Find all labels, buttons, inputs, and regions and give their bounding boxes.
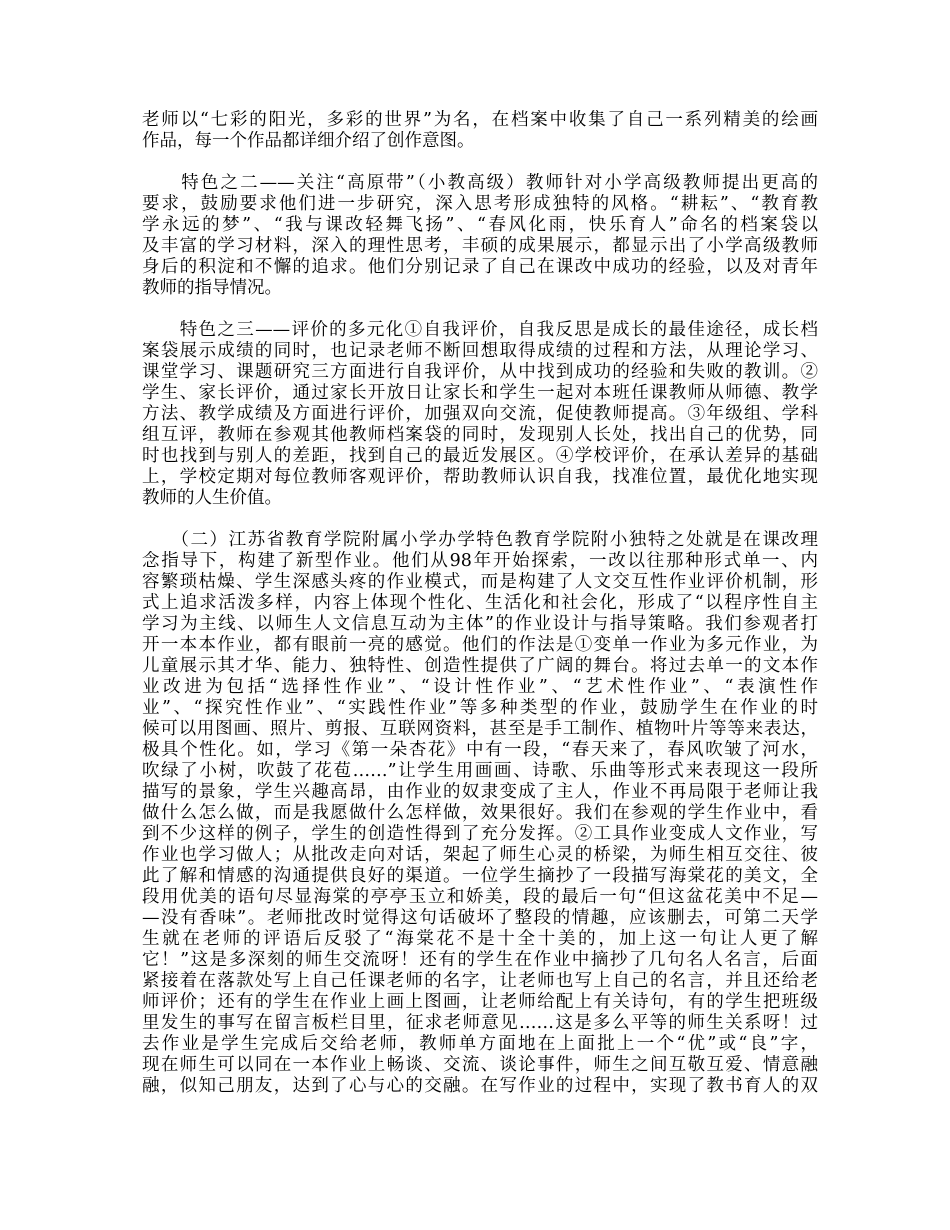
- text-line: 念指导下，构建了新型作业。他们从98年开始探索，一改以往那种形式单一、内: [142, 551, 818, 571]
- text-line: 要求，鼓励要求他们进一步研究，深入思考形成独特的风格。“耕耘”、“教育教: [142, 194, 818, 214]
- text-line: 时也找到与别人的差距，找到自己的最近发展区。④学校评价，在承认差异的基础: [142, 446, 818, 466]
- text-line: 吹绿了小树，吹鼓了花苞……”让学生用画画、诗歌、乐曲等形式来表现这一段所: [142, 761, 818, 781]
- text-line: 此了解和情感的沟通提供良好的渠道。一位学生摘抄了一段描写海棠花的美文，全: [142, 866, 818, 886]
- paragraph: [142, 530, 818, 1097]
- text-line: 身后的积淀和不懈的追求。他们分别记录了自己在课改中成功的经验，以及对青年: [142, 257, 818, 277]
- text-line: 特色之二——关注“高原带”（小教高级）教师针对小学高级教师提出更高的: [142, 173, 818, 193]
- text-line: 容繁琐枯燥、学生深感头疼的作业模式，而是构建了人文交互性作业评价机制，形: [142, 572, 818, 592]
- text-line: 业改进为包括“选择性作业”、“设计性作业”、“艺术性作业”、“表演性作: [142, 677, 818, 697]
- text-line: 现在师生可以同在一本作业上畅谈、交流、谈论事件，师生之间互敬互爱、情意融: [142, 1055, 818, 1075]
- text-line: 做什么怎么做，而是我愿做什么怎样做，效果很好。我们在参观的学生作业中，看: [142, 803, 818, 823]
- text-line: 里发生的事写在留言板栏目里，征求老师意见……这是多么平等的师生关系呀！过: [142, 1013, 818, 1033]
- text-line: 组互评，教师在参观其他教师档案袋的同时，发现别人长处，找出自己的优势，同: [142, 425, 818, 445]
- text-line: 作品，每一个作品都详细介绍了创作意图。: [142, 131, 475, 151]
- text-line: 极具个性化。如，学习《第一朵杏花》中有一段，“春天来了，春风吹皱了河水，: [142, 740, 818, 760]
- text-line: 老师以“七彩的阳光，多彩的世界”为名，在档案中收集了自己一系列精美的绘画: [142, 110, 818, 130]
- text-line: 课堂学习、课题研究三方面进行自我评价，从中找到成功的经验和失败的教训。②: [142, 362, 818, 382]
- paragraph-gap: [142, 299, 818, 320]
- text-line: 开一本本作业，都有眼前一亮的感觉。他们的作法是①变单一作业为多元作业，为: [142, 635, 818, 655]
- text-line: 学习为主线、以师生人文信息互动为主体”的作业设计与指导策略。我们参观者打: [142, 614, 818, 634]
- text-line: 学永远的梦”、“我与课改轻舞飞扬”、“春风化雨，快乐育人”命名的档案袋以: [142, 215, 818, 235]
- text-line: 特色之三——评价的多元化①自我评价，自我反思是成长的最佳途径，成长档: [142, 320, 818, 340]
- text-line: 候可以用图画、照片、剪报、互联网资料，甚至是手工制作、植物叶片等等来表达，: [142, 719, 818, 739]
- text-line: 教师的指导情况。: [142, 278, 282, 298]
- text-line: 它！”这是多深刻的师生交流呀！还有的学生在作业中摘抄了几句名人名言，后面: [142, 950, 818, 970]
- text-line: 儿童展示其才华、能力、独特性、创造性提供了广阔的舞台。将过去单一的文本作: [142, 656, 818, 676]
- text-line: 融，似知己朋友，达到了心与心的交融。在写作业的过程中，实现了教书育人的双: [142, 1076, 818, 1096]
- text-line: 方法、教学成绩及方面进行评价，加强双向交流，促使教师提高。③年级组、学科: [142, 404, 818, 424]
- paragraph: [142, 173, 818, 299]
- text-line: 紧接着在落款处写上自己任课老师的名字，让老师也写上自己的名言，并且还给老: [142, 971, 818, 991]
- paragraph: [142, 110, 818, 152]
- text-line: 去作业是学生完成后交给老师，教师单方面地在上面批上一个“优”或“良”字，: [142, 1034, 818, 1054]
- text-line: （二）江苏省教育学院附属小学办学特色教育学院附小独特之处就是在课改理: [142, 530, 818, 550]
- text-line: 案袋展示成绩的同时，也记录老师不断回想取得成绩的过程和方法，从理论学习、: [142, 341, 818, 361]
- text-line: —没有香味”。老师批改时觉得这句话破坏了整段的情趣，应该删去，可第二天学: [142, 908, 818, 928]
- text-line: 生就在老师的评语后反驳了“海棠花不是十全十美的，加上这一句让人更了解: [142, 929, 818, 949]
- paragraph-gap: [142, 152, 818, 173]
- text-line: 教师的人生价值。: [142, 488, 282, 508]
- text-line: 描写的景象，学生兴趣高昂，由作业的奴隶变成了主人，作业不再局限于老师让我: [142, 782, 818, 802]
- text-line: 段用优美的语句尽显海棠的亭亭玉立和娇美，段的最后一句“但这盆花美中不足—: [142, 887, 818, 907]
- paragraph-gap: [142, 509, 818, 530]
- text-line: 师评价；还有的学生在作业上画上图画，让老师给配上有关诗句，有的学生把班级: [142, 992, 818, 1012]
- text-line: 业”、“探究性作业”、“实践性作业”等多种类型的作业，鼓励学生在作业的时: [142, 698, 818, 718]
- paragraph: [142, 320, 818, 509]
- text-line: 到不少这样的例子，学生的创造性得到了充分发挥。②工具作业变成人文作业，写: [142, 824, 818, 844]
- document-page: [142, 110, 818, 1097]
- text-line: 及丰富的学习材料，深入的理性思考，丰硕的成果展示，都显示出了小学高级教师: [142, 236, 818, 256]
- text-line: 式上追求活泼多样，内容上体现个性化、生活化和社会化，形成了“以程序性自主: [142, 593, 818, 613]
- text-line: 学生、家长评价，通过家长开放日让家长和学生一起对本班任课教师从师德、教学: [142, 383, 818, 403]
- text-line: 作业也学习做人；从批改走向对话，架起了师生心灵的桥梁，为师生相互交往、彼: [142, 845, 818, 865]
- text-line: 上，学校定期对每位教师客观评价，帮助教师认识自我，找准位置，最优化地实现: [142, 467, 818, 487]
